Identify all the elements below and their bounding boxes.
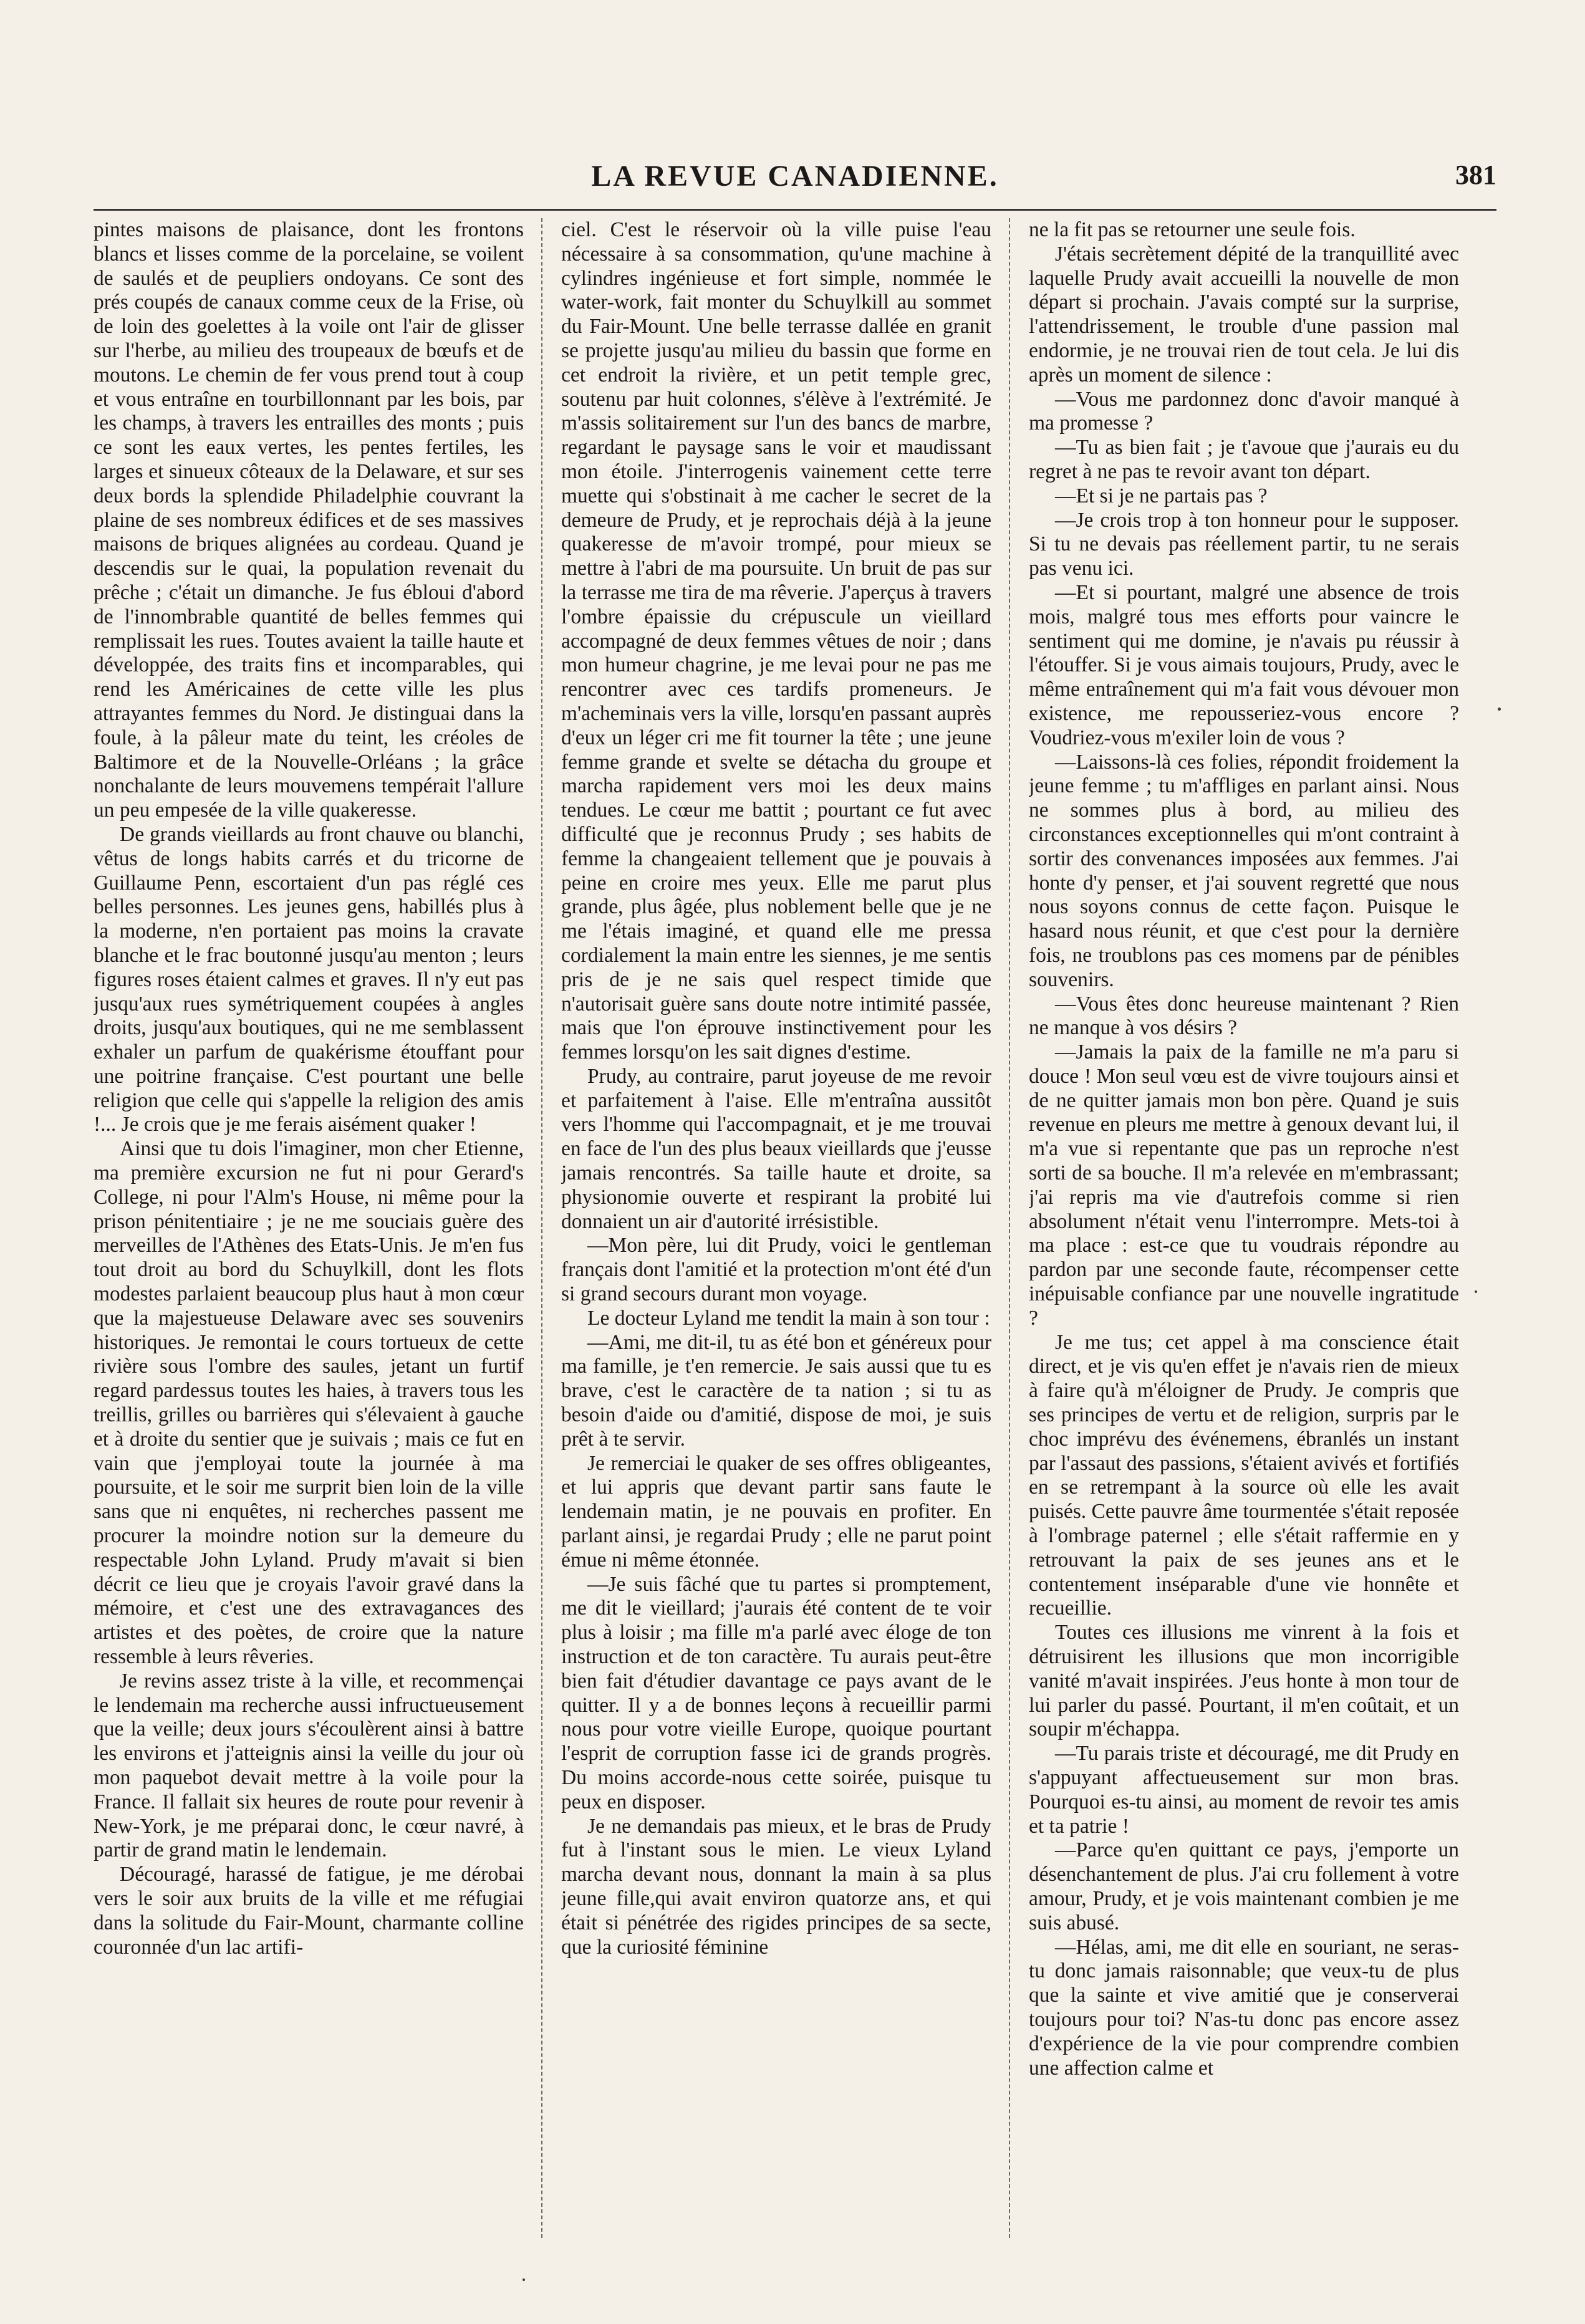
paragraph: Le docteur Lyland me tendit la main à son tour : (587, 1306, 990, 1330)
paragraph: —Jamais la paix de la famille ne m'a paru si douce ! Mon seul vœu est de vivre toujours ainsi et de ne quitter jamais mon bon père. Quand je suis revenue en pleurs me mettre à genoux devant lui, il m'a vue si repentante que pas un reproche n'est sorti de sa bouche. Il m'a relevée en m'embrassant; j'ai repris ma vie d'autrefois comme si rien absolument n'était venu l'interrompre. Mets-toi à ma place : est-ce que tu voudrais répondre au pardon par une seconde faute, récompenser cette inépuisable confiance par une nouvelle ingratitude ? (1029, 1040, 1459, 1330)
page-header (94, 159, 1496, 209)
paragraph: Je ne demandais pas mieux, et le bras de Prudy fut à l'instant sous le mien. Le vieux Lyland marcha devant nous, donnant la main à sa plus jeune fille,qui avait environ quatorze ans, et qui était si pénétrée des rigides principes de sa secte, que la curiosité féminine (561, 1814, 991, 1959)
paragraph: pintes maisons de plaisance, dont les frontons blancs et lisses comme de la porcelaine, se voilent de saulés et de peupliers ondoyans. Ce sont des prés coupés de canaux comme ceux de la Frise, où de loin des goelettes à la voile ont l'air de glisser sur l'herbe, au milieu des troupeaux de bœufs et de moutons. Le chemin de fer vous prend tout à coup et vous entraîne en tourbillonnant par les bois, par les champs, à travers les entrailles des monts ; puis ce sont les eaux vertes, les pentes fertiles, les larges et sinueux côteaux de la Delaware, et sur ses deux bords la splendide Philadelphie couvrant la plaine de ses nombreux édifices et de ses massives maisons de briques alignées au cordeau. Quand je descendis sur le quai, la population revenait du prêche ; c'était un dimanche. Je fus ébloui d'abord de l'innombrable quantité de belles femmes qui remplissait les rues. Toutes avaient la taille haute et développée, des traits fins et incomparables, qui rend les Américaines de cette ville les plus attrayantes femmes du Nord. Je distinguai dans la foule, à la pâleur mate du teint, les créoles de Baltimore et de la Nouvelle-Orléans ; la grâce nonchalante de leurs mouvemens tempérait l'allure un peu empesée de la ville quakeresse. (94, 218, 524, 822)
paragraph: ciel. C'est le réservoir où la ville puise l'eau nécessaire à sa consommation, qu'une machine à cylindres ingénieuse et fort simple, nommée le water-work, fait monter du Schuylkill au sommet du Fair-Mount. Une belle terrasse dallée en granit se projette jusqu'au milieu du bassin que forme en cet endroit la rivière, et un petit temple grec, soutenu par huit colonnes, s'élève à l'extrémité. Je m'assis solitairement sur l'un des bancs de marbre, regardant le paysage sans le voir et maudissant mon étoile. J'interrogenis vainement cette terre muette qui s'obstinait à me cacher le secret de la demeure de Prudy, et je reprochais déjà à la jeune quakeresse de m'avoir trompé, pour mieux se mettre à l'abri de ma poursuite. Un bruit de pas sur la terrasse me tira de ma rêverie. J'aperçus à travers l'ombre épaissie du crépuscule un vieillard accompagné de deux femmes vêtues de noir ; dans mon humeur chagrine, je me levai pour ne pas me rencontrer avec ces tardifs promeneurs. Je m'acheminais vers la ville, lorsqu'en passant auprès d'eux un léger cri me fit tourner la tête ; une jeune femme grande et svelte se détacha du groupe et marcha rapidement vers moi les deux mains tendues. Le cœur me battit ; pourtant ce fut avec difficulté que je reconnus Prudy ; ses habits de femme la changeaient tellement que je pouvais à peine en croire mes yeux. Elle me parut plus grande, plus âgée, plus noblement belle que je ne me l'étais imaginé, et quand elle me pressa cordialement la main entre les siennes, je me sentis pris de je ne sais quel respect timide que n'autorisait guère sans doute notre intimité passée, mais que l'on éprouve instinctivement pour les femmes lorsqu'on les sait dignes d'estime. (561, 218, 991, 1064)
paragraph: —Ami, me dit-il, tu as été bon et généreux pour ma famille, je t'en remercie. Je sais aussi que tu es brave, c'est le caractère de ta nation ; si tu as besoin d'aide ou d'amitié, dispose de moi, je suis prêt à te servir. (561, 1330, 991, 1451)
text-column-1 (94, 218, 524, 2238)
paragraph: —Laissons-là ces folies, répondit froidement la jeune femme ; tu m'affliges en parlant ainsi. Nous ne sommes plus à bord, au milieu des circonstances exceptionnelles qui m'ont contraint à sortir des convenances imposées aux femmes. J'ai honte d'y penser, et j'ai souvent regretté que nous nous soyons connus de cette façon. Puisque le hasard nous réunit, et que c'est pour la dernière fois, ne troublons pas ces momens par de pénibles souvenirs. (1029, 750, 1459, 991)
paragraph: Toutes ces illusions me vinrent à la fois et détruisirent les illusions que mon incorrigible vanité m'avait inspirées. J'eus honte à mon tour de lui parler du passé. Pourtant, il m'en coûtait, et un soupir m'échappa. (1029, 1621, 1459, 1741)
paragraph: Découragé, harassé de fatigue, je me dérobai vers le soir aux bruits de la ville et me réfugiai dans la solitude du Fair-Mount, charmante colline couronnée d'un lac artifi- (94, 1863, 524, 1959)
column-divider (1009, 218, 1010, 2238)
paragraph: Prudy, au contraire, parut joyeuse de me revoir et parfaitement à l'aise. Elle m'entraîna aussitôt vers l'homme qui l'accompagnait, et je me trouvai en face de l'un des plus beaux vieillards que j'eusse jamais rencontrés. Sa taille haute et droite, sa physionomie ouverte et respirant la probité lui donnaient un air d'autorité irrésistible. (561, 1064, 991, 1233)
paragraph: —Tu as bien fait ; je t'avoue que j'aurais eu du regret à ne pas te revoir avant ton départ. (1029, 436, 1459, 483)
paragraph: Je revins assez triste à la ville, et recommençai le lendemain ma recherche aussi infructueusement que la veille; deux jours s'écoulèrent ainsi à battre les environs et j'atteignis ainsi la veille du jour où mon paquebot devait mettre à la voile pour la France. Il fallait six heures de route pour revenir à New-York, je me préparai donc, le cœur navré, à partir de grand matin le lendemain. (94, 1669, 524, 1862)
paragraph: —Hélas, ami, me dit elle en souriant, ne seras-tu donc jamais raisonnable; que veux-tu de plus que la sainte et vive amitié que je conserverai toujours pour toi? N'as-tu donc pas encore assez d'expérience de la vie pour comprendre combien une affection calme et (1029, 1935, 1459, 2080)
paragraph: J'étais secrètement dépité de la tranquillité avec laquelle Prudy avait accueilli la nouvelle de mon départ si prochain. J'avais compté sur la surprise, l'attendrissement, le trouble d'une passion mal endormie, je ne trouvai rien de tout cela. Je lui dis après un moment de silence : (1029, 242, 1459, 387)
paragraph: Je me tus; cet appel à ma conscience était direct, et je vis qu'en effet je n'avais rien de mieux à faire qu'à m'éloigner de Prudy. Je compris que ses principes de vertu et de religion, surpris par le choc imprévu des événemens, ébranlés un instant par l'assaut des passions, s'étaient avivés et fortifiés en se retrempant à la source où elle les avait puisés. Cette pauvre âme tourmentée s'était reposée à l'ombrage paternel ; elle s'était raffermie en y retrouvant la paix de ses jeunes ans et le contentement inséparable d'une vie honnête et recueillie. (1029, 1330, 1459, 1620)
paragraph: —Vous me pardonnez donc d'avoir manqué à ma promesse ? (1029, 387, 1459, 435)
print-speckle (523, 2278, 525, 2281)
column-divider (541, 218, 542, 2238)
paragraph: —Je crois trop à ton honneur pour le supposer. Si tu ne devais pas réellement partir, tu ne serais pas venu ici. (1029, 508, 1459, 580)
paragraph: —Et si je ne partais pas ? (1055, 484, 1268, 507)
print-speckle (1498, 708, 1501, 711)
running-title: LA REVUE CANADIENNE. (591, 160, 999, 193)
paragraph: —Mon père, lui dit Prudy, voici le gentleman français dont l'amitié et la protection m'ont été d'un si grand secours durant mon voyage. (561, 1234, 991, 1306)
paragraph: ne la fit pas se retourner une seule fois. (1029, 218, 1356, 241)
page-number: 381 (1455, 160, 1496, 190)
paragraph: —Et si pourtant, malgré une absence de trois mois, malgré tous mes efforts pour vaincre le sentiment qui me domine, je n'avais pu réussir à l'étouffer. Si je vous aimais toujours, Prudy, avec le même entraînement qui m'a fait vous dévouer mon existence, me repousseriez-vous encore ? Voudriez-vous m'exiler loin de vous ? (1029, 580, 1459, 749)
text-column-2 (561, 218, 991, 2238)
paragraph: De grands vieillards au front chauve ou blanchi, vêtus de longs habits carrés et du tricorne de Guillaume Penn, escortaient d'un pas réglé ces belles personnes. Les jeunes gens, habillés plus à la moderne, n'en portaient pas moins la cravate blanche et le frac boutonné jusqu'au menton ; leurs figures roses étaient calmes et graves. Il n'y eut pas jusqu'aux rues symétriquement coupées à angles droits, jusqu'aux boutiques, qui ne me semblassent exhaler un parfum de quakérisme étouffant pour une poitrine française. C'est pourtant une belle religion que celle qui s'appelle la religion des amis !... Je crois que je me ferais aisément quaker ! (94, 822, 524, 1136)
paragraph: Je remerciai le quaker de ses offres obligeantes, et lui appris que devant partir sans faute le lendemain matin, je ne pouvais en profiter. En parlant ainsi, je regardai Prudy ; elle ne parut point émue ni même étonnée. (561, 1451, 991, 1572)
header-rule (94, 209, 1496, 211)
paragraph: Ainsi que tu dois l'imaginer, mon cher Etienne, ma première excursion ne fut ni pour Gerard's College, ni pour l'Alm's House, ni même pour la prison pénitentiaire ; je ne me souciais guère des merveilles de l'Athènes des Etats-Unis. Je m'en fus tout droit au bord du Schuylkill, dont les flots modestes parlaient beaucoup plus haut à mon cœur que la majestueuse Delaware avec ses souvenirs historiques. Je remontai le cours tortueux de cette rivière sous l'ombre des saules, jetant un furtif regard pardessus toutes les haies, à travers tous les treillis, grilles ou barrières qui s'élevaient à gauche et à droite du sentier que je suivais ; mais ce fut en vain que j'employai toute la journée à ma poursuite, et le soir me surprit bien loin de la ville sans que ni enquêtes, ni recherches passent me procurer la moindre notion sur la demeure du respectable John Lyland. Prudy m'avait si bien décrit ce lieu que je croyais l'avoir gravé dans la mémoire, et c'est une des extravagances des artistes et des poètes, de croire que la nature ressemble à leurs rêveries. (94, 1137, 524, 1669)
paragraph: —Vous êtes donc heureuse maintenant ? Rien ne manque à vos désirs ? (1029, 992, 1459, 1040)
text-column-3 (1029, 218, 1459, 2238)
paragraph: —Tu parais triste et découragé, me dit Prudy en s'appuyant affectueusement sur mon bras. Pourquoi es-tu ainsi, au moment de revoir tes amis et ta patrie ! (1029, 1742, 1459, 1838)
paragraph: —Je suis fâché que tu partes si promptement, me dit le vieillard; j'aurais été content de te voir plus à loisir ; ma fille m'a parlé avec éloge de ton instruction et de ton caractère. Tu aurais peut-être bien fait d'étudier davantage ce pays avant de le quitter. Il y a de bonnes leçons à recueillir parmi nous pour votre vieille Europe, quoique pourtant l'esprit de corruption fasse ici de grands progrès. Du moins accorde-nous cette soirée, puisque tu peux en disposer. (561, 1572, 991, 1813)
print-speckle (1475, 1290, 1477, 1293)
paragraph: —Parce qu'en quittant ce pays, j'emporte un désenchantement de plus. J'ai cru follement à votre amour, Prudy, et je vois maintenant combien je me suis abusé. (1029, 1838, 1459, 1934)
